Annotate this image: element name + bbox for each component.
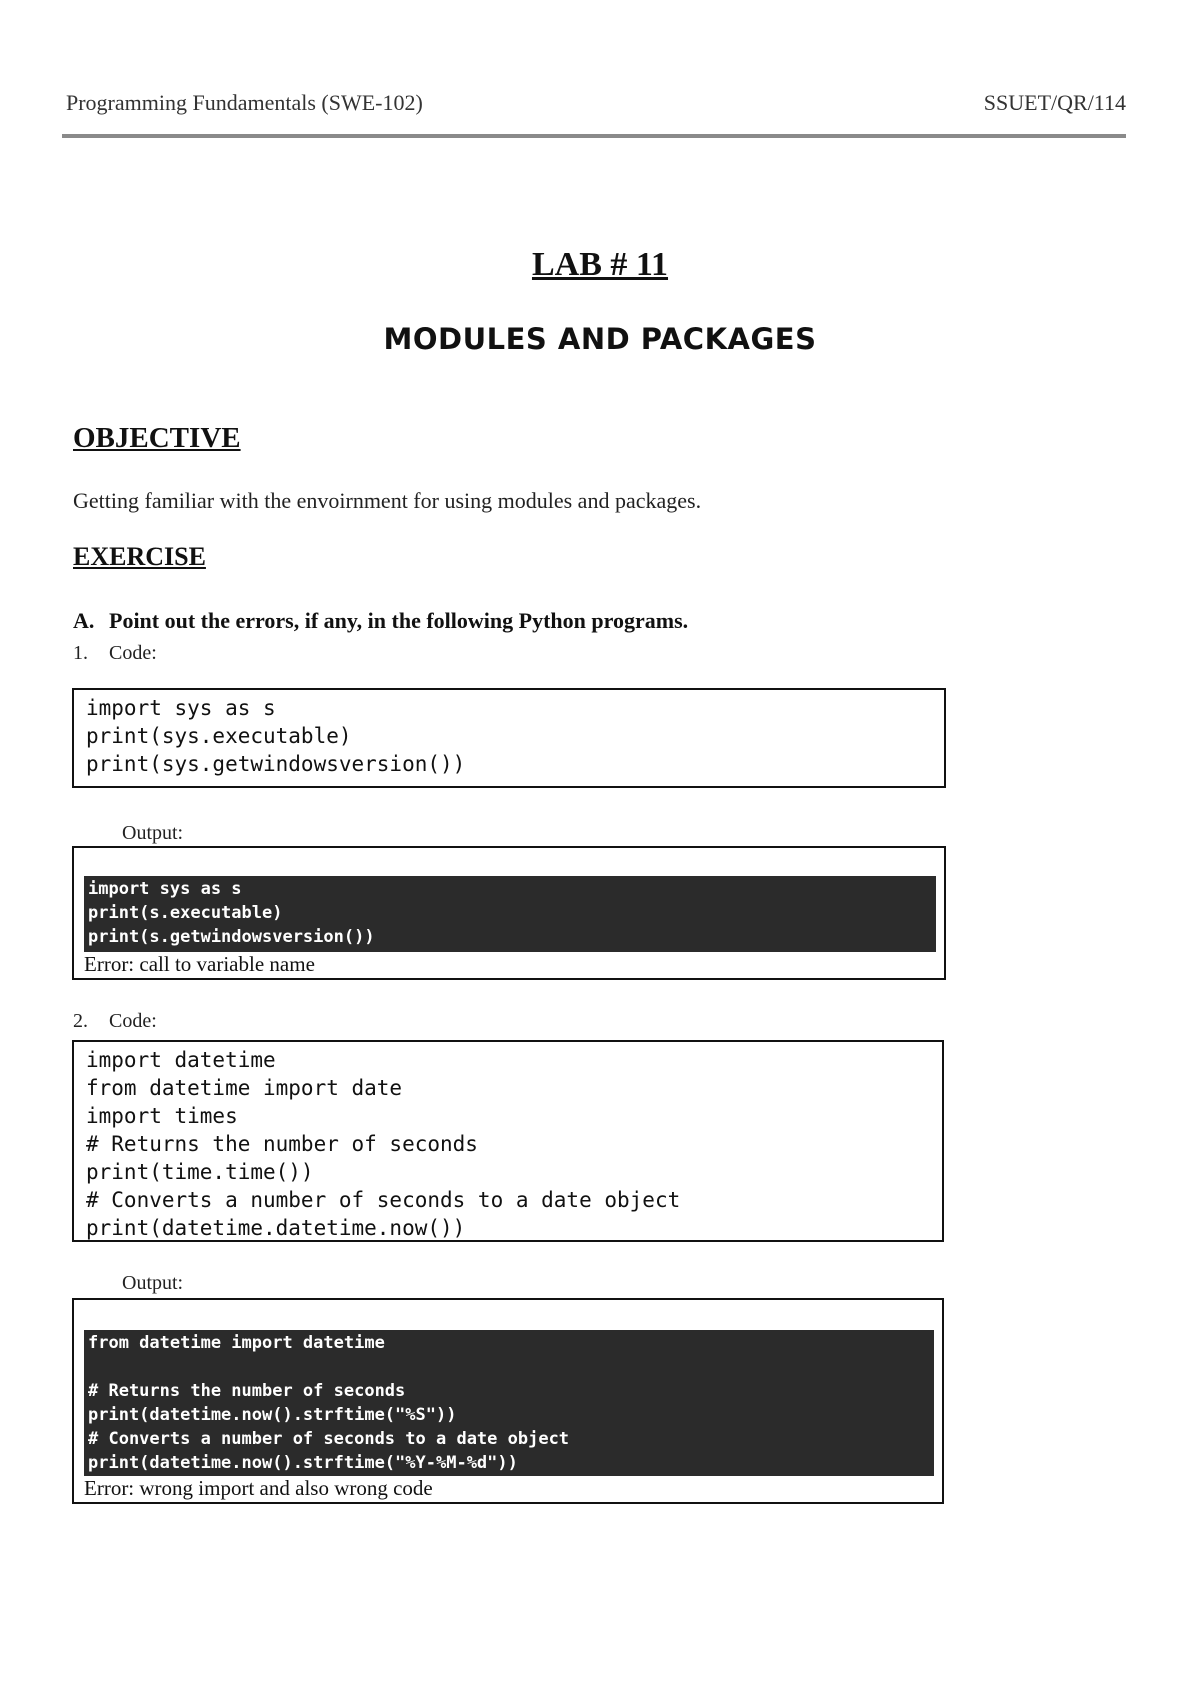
code-line: from datetime import date	[86, 1076, 403, 1100]
header-divider	[62, 134, 1126, 138]
output-code-block	[84, 1330, 934, 1476]
course-name: Programming Fundamentals (SWE-102)	[66, 90, 423, 115]
objective-heading: OBJECTIVE	[73, 422, 241, 454]
code-line: import datetime	[86, 1048, 276, 1072]
output-code-line: print(datetime.now().strftime("%S"))	[88, 1405, 457, 1425]
item-2-code-label	[73, 1010, 157, 1033]
item-number: 1.	[73, 642, 88, 664]
question-a	[73, 608, 688, 634]
item-1-output-label: Output:	[122, 822, 184, 844]
code-line: # Converts a number of seconds to a date object	[86, 1188, 681, 1212]
output-code-line: print(datetime.now().strftime("%Y-%M-%d"))	[88, 1453, 518, 1473]
output-code-line: print(s.executable)	[88, 903, 283, 923]
code-line: import times	[86, 1104, 238, 1128]
code-label: Code:	[109, 1010, 157, 1032]
question-letter: A.	[73, 608, 95, 633]
code-line: print(datetime.datetime.now())	[86, 1216, 466, 1240]
output-code-block	[84, 876, 936, 952]
item-1-code-box	[72, 688, 946, 788]
item-number: 2.	[73, 1010, 88, 1032]
question-text: Point out the errors, if any, in the following Python programs.	[109, 608, 689, 633]
item-1-code-label	[73, 642, 157, 665]
item-2-output-label: Output:	[122, 1272, 184, 1294]
lab-title: MODULES AND PACKAGES	[383, 322, 817, 356]
item-1-output-box	[72, 846, 946, 980]
item-2-code-box	[72, 1040, 944, 1242]
objective-text: Getting familiar with the envoirnment for using modules and packages.	[73, 488, 702, 513]
item-2-output-box	[72, 1298, 944, 1504]
page-header	[66, 90, 1126, 124]
output-code-line: print(s.getwindowsversion())	[88, 927, 375, 947]
output-error-text: Error: call to variable name	[84, 952, 315, 976]
code-line: print(time.time())	[86, 1160, 314, 1184]
output-code-line	[88, 1355, 930, 1379]
output-code-line: # Returns the number of seconds	[88, 1381, 406, 1401]
output-error-text: Error: wrong import and also wrong code	[84, 1476, 433, 1500]
code-line: print(sys.executable)	[86, 724, 352, 748]
lab-number: LAB # 11	[531, 246, 669, 283]
output-code-line: import sys as s	[88, 879, 242, 899]
code-line: print(sys.getwindowsversion())	[86, 752, 466, 776]
code-line: # Returns the number of seconds	[86, 1132, 478, 1156]
exercise-heading: EXERCISE	[73, 542, 206, 571]
code-label: Code:	[109, 642, 157, 664]
document-code: SSUET/QR/114	[983, 90, 1126, 115]
output-code-line: # Converts a number of seconds to a date object	[88, 1429, 570, 1449]
code-line: import sys as s	[86, 696, 276, 720]
output-code-line: from datetime import datetime	[88, 1333, 385, 1353]
